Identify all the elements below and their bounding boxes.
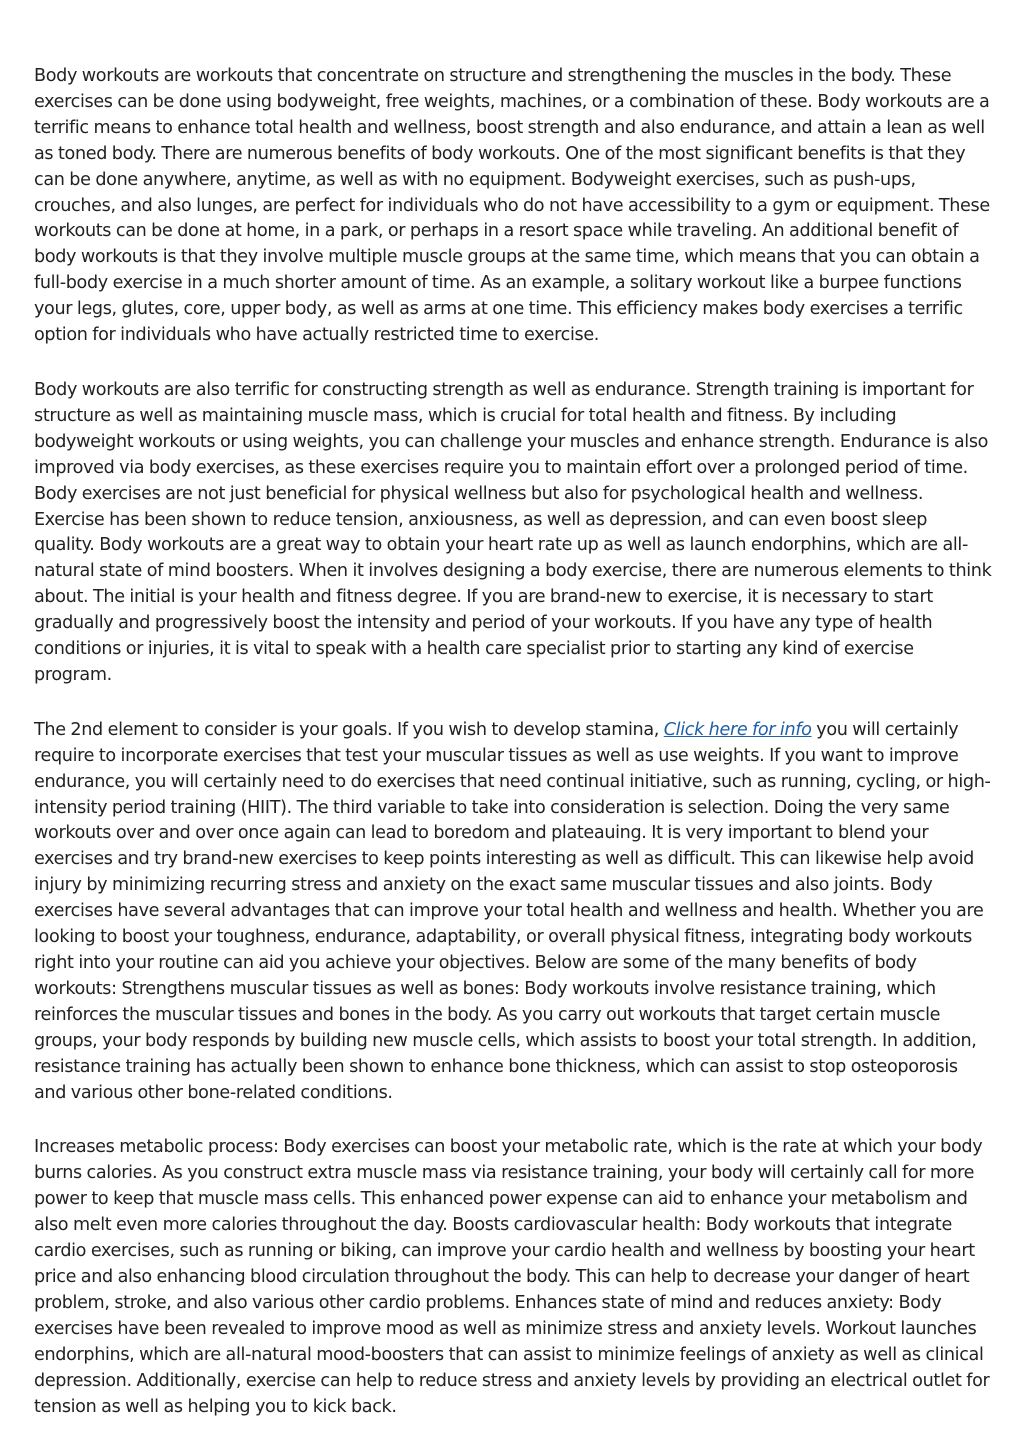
paragraph-4: Increases metabolic process: Body exercises can boost your metabolic rate, which is the rate at which your body burns calories. As you construct extra muscle mass via resistance training, your body will certainly call for more power to keep that muscle mass cells. This enhanced power expense can aid to enhance your metabolism and also melt even more calories throughout the day. Boosts cardiovascular health: Body workouts that integrate cardio exercises, such as running or biking, can improve your cardio health and wellness by boosting your heart price and also enhancing blood circulation throughout the body. This can help to decrease your danger of heart problem, stroke, and also various other cardio problems. Enhances state of mind and reduces anxiety: Body exercises have been revealed to improve mood as well as minimize stress and anxiety levels. Workout launches endorphins, which are all-natural mood-boosters that can assist to minimize feelings of anxiety as well as clinical depression. Additionally, exercise can help to reduce stress and anxiety levels by providing an electrical outlet for tension as well as helping you to kick back. [34, 1137, 990, 1417]
paragraph-3 [34, 718, 992, 1107]
paragraph-1: Body workouts are workouts that concentrate on structure and strengthening the muscles in the body. These exercises can be done using bodyweight, free weights, machines, or a combination of these. Body workouts are a terrific means to enhance total health and wellness, boost strength and also endurance, and attain a lean as well as toned body. There are numerous benefits of body workouts. One of the most significant benefits is that they can be done anywhere, anytime, as well as with no equipment. Bodyweight exercises, such as push-ups, crouches, and also lunges, are perfect for individuals who do not have accessibility to a gym or equipment. These workouts can be done at home, in a park, or perhaps in a resort space while traveling. An additional benefit of body workouts is that they involve multiple muscle groups at the same time, which means that you can obtain a full-body exercise in a much shorter amount of time. As an example, a solitary workout like a burpee functions your legs, glutes, core, upper body, as well as arms at one time. This efficiency makes body exercises a terrific option for individuals who have actually restricted time to exercise. [34, 66, 990, 346]
paragraph-3-text-before-link: The 2nd element to consider is your goals. If you wish to develop stamina, [34, 719, 664, 740]
article-body [34, 64, 992, 1449]
paragraph-2: Body workouts are also terrific for constructing strength as well as endurance. Strength training is important for structure as well as maintaining muscle mass, which is crucial for total health and fitness. By including bodyweight workouts or using weights, you can challenge your muscles and enhance strength. Endurance is also improved via body exercises, as these exercises require you to maintain effort over a prolonged period of time. Body exercises are not just beneficial for physical wellness but also for psychological health and wellness. Exercise has been shown to reduce tension, anxiousness, as well as depression, and can even boost sleep quality. Body workouts are a great way to obtain your heart rate up as well as launch endorphins, which are all-natural state of mind boosters. When it involves designing a body exercise, there are numerous elements to think about. The initial is your health and fitness degree. If you are brand-new to exercise, it is necessary to start gradually and progressively boost the intensity and period of your workouts. If you have any type of health conditions or injuries, it is vital to speak with a health care specialist prior to starting any kind of exercise program. [34, 379, 992, 685]
paragraph-3-text-after-link: you will certainly require to incorporate exercises that test your muscular tissues as well as use weights. If you want to improve endurance, you will certainly need to do exercises that need continual initiative, such as running, cycling, or high-intensity period training (HIIT). The third variable to take into consideration is selection. Doing the very same workouts over and over once again can lead to boredom and plateauing. It is very important to blend your exercises and try brand-new exercises to keep points interesting as well as difficult. This can likewise help avoid injury by minimizing recurring stress and anxiety on the exact same muscular tissues and also joints. Body exercises have several advantages that can improve your total health and wellness and health. Whether you are looking to boost your toughness, endurance, adaptability, or overall physical fitness, integrating body workouts right into your routine can aid you achieve your objectives. Below are some of the many benefits of body workouts: Strengthens muscular tissues as well as bones: Body workouts involve resistance training, which reinforces the muscular tissues and bones in the body. As you carry out workouts that target certain muscle groups, your body responds by building new muscle cells, which assists to boost your total strength. In addition, resistance training has actually been shown to enhance bone thickness, which can assist to stop osteoporosis and various other bone-related conditions. [34, 719, 991, 1103]
info-link[interactable]: Click here for info [663, 719, 812, 740]
